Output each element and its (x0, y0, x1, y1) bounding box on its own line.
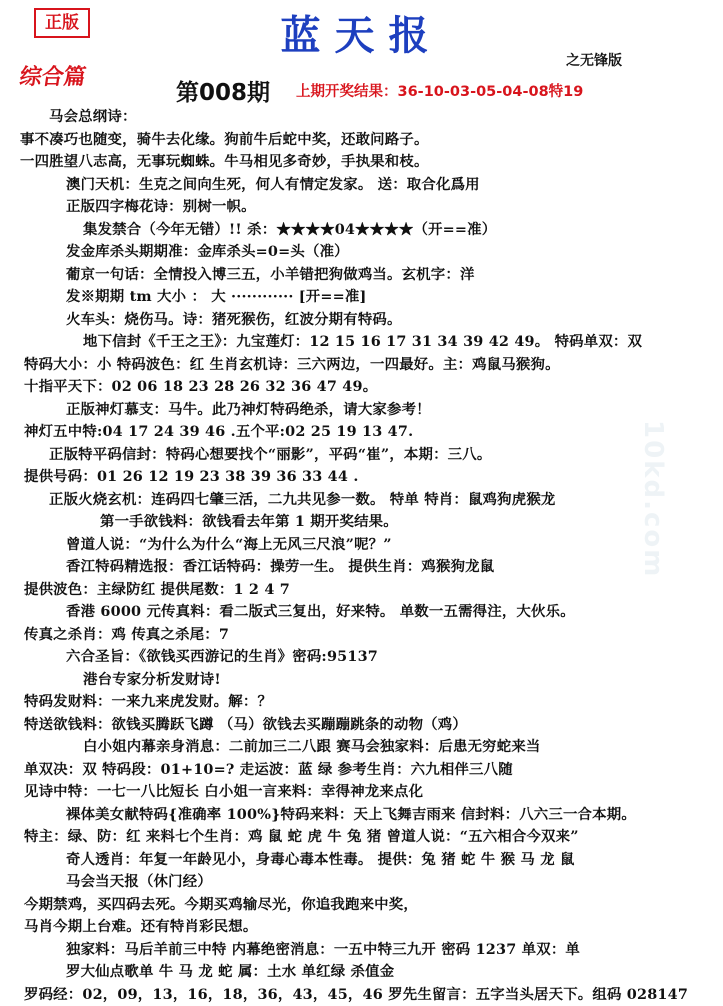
text-line: 火车头：烧伤马。诗：猪死猴伤，红波分期有特码。 (66, 310, 402, 328)
last-draw-result: 上期开奖结果：36-10-03-05-04-08特19 (296, 84, 584, 100)
text-line: 马会总纲诗： (49, 108, 137, 125)
text-line: 罗大仙点歌单 牛 马 龙 蛇 属：土水 单红绿 杀值金 (66, 963, 395, 980)
text-line: 曾道人说：“为什么为什么“海上无风三尺浪”呢？” (66, 535, 392, 553)
text-line: 正版四字梅花诗：别树一帜。 (66, 198, 256, 215)
text-line: 见诗中特：一七一八比短长 白小姐一言来料：幸得神龙来点化 (24, 783, 424, 800)
text-line: 罗码经：02，09，13，16，18，36，43，45，46 罗先生留言：五字当头居天下。组码 028147 (24, 985, 689, 1003)
issue-number: 第008期 (176, 80, 271, 106)
text-line: 正版特平码信封：特码心想要找个“丽影”，平码“崔”，本期：三八。 (49, 445, 492, 463)
text-line: 香江特码精选报：香江话特码：操劳一生。 提供生肖：鸡猴狗龙鼠 (66, 558, 495, 575)
text-line: 白小姐内幕亲身消息：二前加三二八跟 赛马会独家料：后患无穷蛇来当 (83, 738, 541, 755)
text-line: 特主：绿、防：红 来料七个生肖：鸡 鼠 蛇 虎 牛 兔 猪 曾道人说：“五六相合今双来” (24, 828, 579, 845)
text-line: 第一手欲钱料：欲钱看去年第 1 期开奖结果。 (100, 513, 398, 530)
section-title: 综合篇 (17, 64, 88, 90)
text-line: 六合圣旨：《欲钱买西游记的生肖》密码:95137 (66, 648, 379, 665)
text-line: 独家料：马后羊前三中特 内幕绝密消息：一五中特三九开 密码 1237 单双：单 (66, 940, 581, 958)
edition-label: 之无锋版 (566, 53, 622, 69)
text-line: 十指平天下：02 06 18 23 28 26 32 36 47 49。 (24, 378, 378, 395)
text-line: 提供波色：主绿防红 提供尾数：1 2 4 7 (24, 580, 290, 598)
text-line: 发※期期 tm 大小 ： 大 ············ [开==准] (66, 288, 367, 305)
text-line: 一四胜望八志高，无事玩蜘蛛。牛马相见多奇妙，手执果和枝。 (20, 153, 429, 170)
site-watermark: 10kd.com (638, 420, 668, 579)
text-line: 提供号码：01 26 12 19 23 38 39 36 33 44 . (24, 468, 359, 485)
text-line: 裸体美女献特码{准确率 100%}特码来料：天上飞舞吉雨来 信封料：八六三一合本期。 (66, 805, 636, 823)
text-line: 单双决：双 特码段：01+10=? 走运波：蓝 绿 参考生肖：六九相伴三八随 (24, 760, 513, 778)
text-line: 集发禁合（今年无错）!! 杀：★★★★04★★★★（开==准） (83, 220, 497, 238)
official-edition-stamp: 正版 (34, 8, 90, 38)
text-line: 今期禁鸡，买四码去死。今期买鸡输尽光，你追我跑来中奖， (24, 895, 418, 913)
text-line: 特送欲钱料：欲钱买腾跃飞蹲 （马）欲钱去买蹦蹦跳条的动物（鸡） (24, 715, 467, 733)
text-line: 正版神灯慕支：马牛。此乃神灯特码绝杀，请大家参考！ (66, 400, 431, 418)
text-line: 特码大小：小 特码波色：红 生肖玄机诗：三六两边，一四最好。主：鸡鼠马猴狗。 (24, 355, 560, 373)
text-line: 正版火烧玄机：连码四七肇三活，二九共见参一数。 特单 特肖：鼠鸡狗虎猴龙 (49, 490, 556, 508)
text-line: 地下信封《千王之王》：九宝莲灯：12 15 16 17 31 34 39 42 49。 特码单双：双 (83, 333, 643, 350)
text-line: 发金库杀头期期准：金库杀头=0=头（准） (66, 243, 349, 260)
text-line: 事不凑巧也随变，骑牛去化缘。狗前牛后蛇中奖，还敢问路子。 (20, 130, 429, 148)
text-line: 特码发财料：一来九来虎发财。解：？ (24, 693, 273, 710)
text-line: 马会当天报（休门经） (66, 873, 212, 890)
text-line: 澳门天机：生克之间向生死，何人有情定发家。 送：取合化爲用 (66, 175, 480, 193)
text-line: 神灯五中特:04 17 24 39 46 .五个平:02 25 19 13 47. (24, 423, 414, 440)
text-line: 传真之杀肖：鸡 传真之杀尾：7 (24, 625, 230, 643)
masthead-title: 蓝天报 (280, 12, 443, 59)
text-line: 奇人透肖：年复一年龄见小，身毒心毒本性毒。 提供：兔 猪 蛇 牛 猴 马 龙 鼠 (66, 850, 575, 868)
text-line: 香港 6000 元传真料：看二版式三复出，好来特。 单数一五需得注，大伙乐。 (66, 603, 575, 620)
text-line: 马肖今期上台难。还有特肖彩民想。 (24, 918, 258, 935)
text-line: 葡京一句话：全情投入博三五，小羊错把狗做鸡当。玄机字：洋 (66, 265, 475, 283)
text-line: 港台专家分析发财诗! (83, 670, 221, 688)
